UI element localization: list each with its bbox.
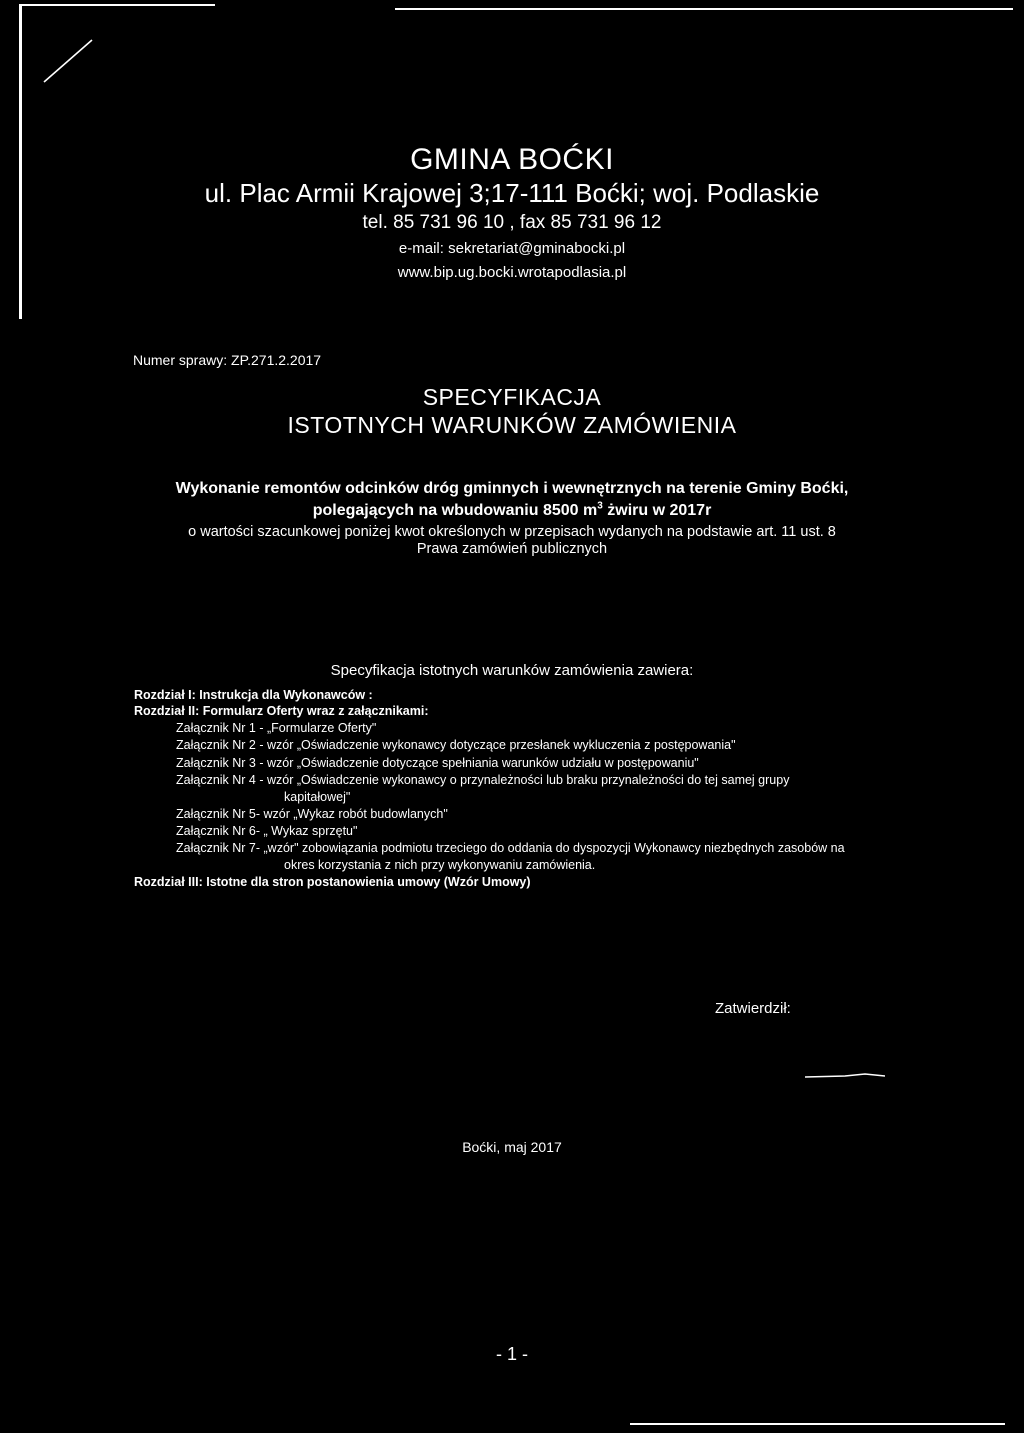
place-date: Boćki, maj 2017 [462,1139,562,1155]
subject-line-4: Prawa zamówień publicznych [416,541,608,557]
attachment-3: Załącznik Nr 3 - wzór „Oświadczenie dotyczące spełniania warunków udziału w postępowaniu" [176,756,699,770]
chapter-2: Rozdział II: Formularz Oferty wraz z załącznikami: [134,704,429,718]
approved-by-label: Zatwierdził: [715,1000,791,1017]
superscript: 3 [597,500,603,512]
subject-line-2-text: polegających na wbudowaniu 8500 m [312,502,598,519]
attachment-1: Załącznik Nr 1 - „Formularze Oferty" [176,721,377,735]
scan-border-top-left [20,4,215,6]
attachment-4: Załącznik Nr 4 - wzór „Oświadczenie wykonawcy o przynależności lub braku przynależności do tej samej grupy [176,773,790,787]
attachment-6: Załącznik Nr 6- „ Wykaz sprzętu" [176,824,358,838]
attachment-7: Załącznik Nr 7- „wzór" zobowiązania podmiotu trzeciego do oddania do dyspozycji Wykonawcy niezbędnych zasobów na [176,841,845,855]
attachment-7-continued: okres korzystania z nich przy wykonywaniu zamówienia. [284,858,596,872]
pen-mark-icon [38,36,98,86]
subject-line-2 [0,502,1024,520]
org-name: GMINA BOĆKI [410,143,614,176]
document-title: SPECYFIKACJA [422,384,602,410]
subject-line-3: o wartości szacunkowej poniżej kwot określonych w przepisach wydanych na podstawie art. 11 ust. 8 [188,524,836,540]
contents-heading: Specyfikacja istotnych warunków zamówienia zawiera: [330,662,694,679]
subject-line-1: Wykonanie remontów odcinków dróg gminnych i wewnętrznych na terenie Gminy Boćki, [175,480,849,497]
attachment-5: Załącznik Nr 5- wzór „Wykaz robót budowlanych" [176,807,448,821]
document-title-subtitle: ISTOTNYCH WARUNKÓW ZAMÓWIENIA [287,412,737,438]
case-number: Numer sprawy: ZP.271.2.2017 [133,352,322,368]
chapter-3: Rozdział III: Istotne dla stron postanowienia umowy (Wzór Umowy) [134,875,531,889]
subject-line-2-text-end: żwiru w 2017r [602,502,712,519]
scan-border-bottom [630,1423,1005,1425]
chapter-1: Rozdział I: Instrukcja dla Wykonawców : [134,688,373,702]
attachment-2: Załącznik Nr 2 - wzór „Oświadczenie wykonawcy dotyczące przesłanek wykluczenia z postępowania" [176,738,736,752]
org-website: www.bip.ug.bocki.wrotapodlasia.pl [397,264,627,281]
page-number: - 1 - [495,1344,528,1364]
org-phone: tel. 85 731 96 10 , fax 85 731 96 12 [362,212,662,233]
scan-border-top-right [395,8,1013,10]
org-email: e-mail: sekretariat@gminabocki.pl [398,240,626,257]
org-address: ul. Plac Armii Krajowej 3;17-111 Boćki; woj. Podlaskie [204,178,820,208]
signature-line [805,1072,885,1080]
attachment-4-continued: kapitałowej" [284,790,351,804]
